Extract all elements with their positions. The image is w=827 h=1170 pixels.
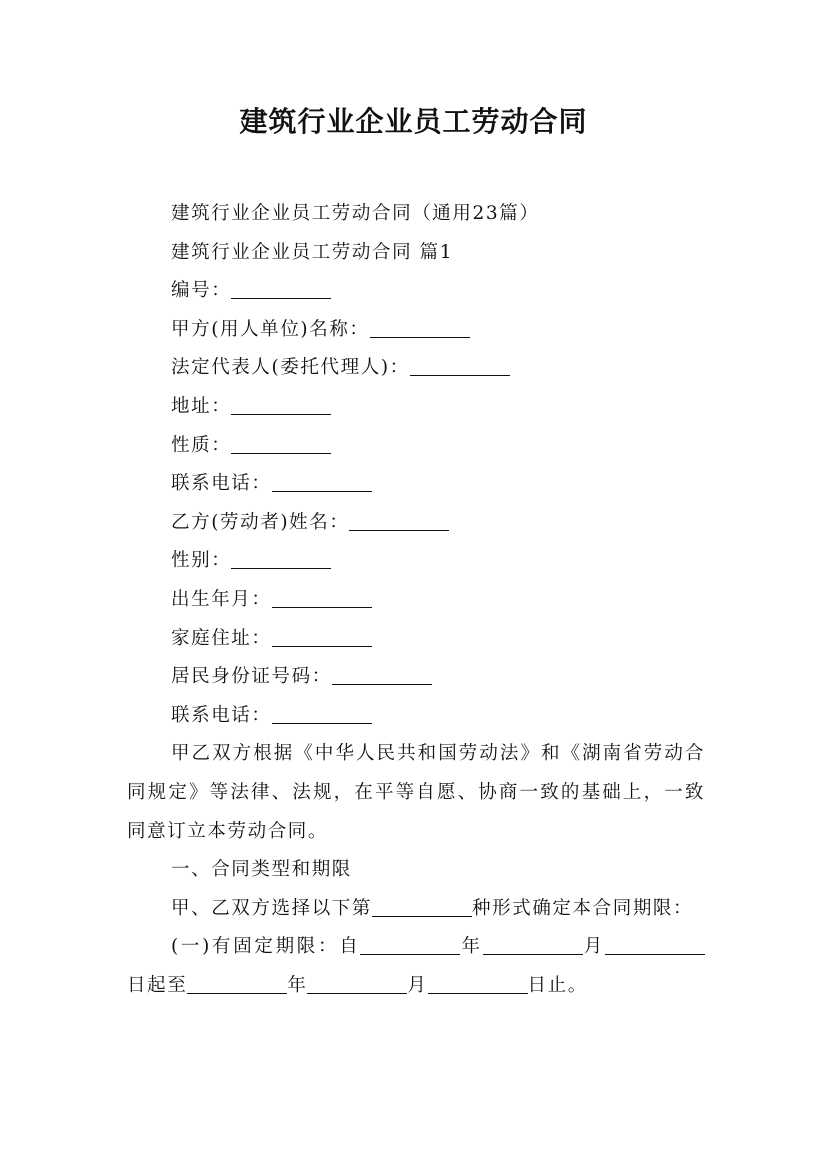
fill-blank bbox=[428, 974, 528, 994]
clause-1-text-after: 种形式确定本合同期限： bbox=[472, 897, 694, 919]
field-party-b-phone bbox=[127, 697, 705, 736]
fill-blank bbox=[272, 704, 372, 724]
fill-blank bbox=[483, 936, 583, 956]
field-label: 法定代表人(委托代理人)： bbox=[171, 357, 410, 379]
clause-1-text-before: 甲、乙双方选择以下第 bbox=[171, 897, 373, 919]
field-label: 居民身份证号码： bbox=[171, 666, 332, 688]
field-label: 性质： bbox=[171, 434, 232, 456]
term-prefix: (一)有固定期限：自 bbox=[171, 936, 361, 958]
term-year: 年 bbox=[287, 974, 308, 996]
field-label: 地址： bbox=[171, 395, 232, 417]
fill-blank bbox=[349, 511, 449, 531]
term-day-to: 日起至 bbox=[127, 974, 188, 996]
fill-blank bbox=[410, 357, 510, 377]
document-body bbox=[127, 195, 705, 1005]
fill-blank bbox=[360, 936, 460, 956]
term-end: 日止。 bbox=[527, 974, 588, 996]
field-party-b-name bbox=[127, 504, 705, 543]
fill-blank bbox=[272, 588, 372, 608]
field-nature bbox=[127, 427, 705, 466]
field-label: 出生年月： bbox=[171, 588, 272, 610]
fill-blank bbox=[372, 897, 472, 917]
term-month: 月 bbox=[582, 936, 605, 958]
fill-blank bbox=[370, 318, 470, 338]
field-label: 编号： bbox=[171, 280, 232, 302]
fixed-term-clause bbox=[127, 928, 705, 1005]
field-label: 联系电话： bbox=[171, 704, 272, 726]
field-label: 家庭住址： bbox=[171, 627, 272, 649]
clause-1-heading: 一、合同类型和期限 bbox=[171, 859, 352, 881]
fill-blank bbox=[231, 280, 331, 300]
field-label: 乙方(劳动者)姓名： bbox=[171, 511, 350, 533]
term-month: 月 bbox=[407, 974, 428, 996]
fill-blank bbox=[231, 434, 331, 454]
field-party-a-phone bbox=[127, 465, 705, 504]
field-label: 甲方(用人单位)名称： bbox=[171, 318, 370, 340]
field-home-address bbox=[127, 620, 705, 659]
field-birth-date bbox=[127, 581, 705, 620]
field-party-a-name bbox=[127, 311, 705, 350]
term-year: 年 bbox=[460, 936, 483, 958]
field-number bbox=[127, 272, 705, 311]
fill-blank bbox=[231, 395, 331, 415]
fill-blank bbox=[187, 974, 287, 994]
fill-blank bbox=[332, 666, 432, 686]
fill-blank bbox=[272, 473, 372, 493]
field-label: 联系电话： bbox=[171, 473, 272, 495]
section-heading: 建筑行业企业员工劳动合同 篇1 bbox=[171, 241, 454, 263]
field-gender bbox=[127, 542, 705, 581]
field-legal-representative bbox=[127, 349, 705, 388]
fill-blank bbox=[307, 974, 407, 994]
document-title: 建筑行业企业员工劳动合同 bbox=[239, 105, 588, 138]
fill-blank bbox=[272, 627, 372, 647]
field-label: 性别： bbox=[171, 550, 232, 572]
field-address bbox=[127, 388, 705, 427]
fill-blank bbox=[231, 550, 331, 570]
clause-1-text bbox=[127, 890, 705, 929]
document-subtitle: 建筑行业企业员工劳动合同（通用23篇） bbox=[171, 203, 540, 224]
field-id-number bbox=[127, 658, 705, 697]
intro-paragraph: 甲乙双方根据《中华人民共和国劳动法》和《湖南省劳动合同规定》等法律、法规，在平等自愿、协商一致的基础上，一致同意订立本劳动合同。 bbox=[127, 743, 705, 842]
fill-blank bbox=[605, 936, 705, 956]
